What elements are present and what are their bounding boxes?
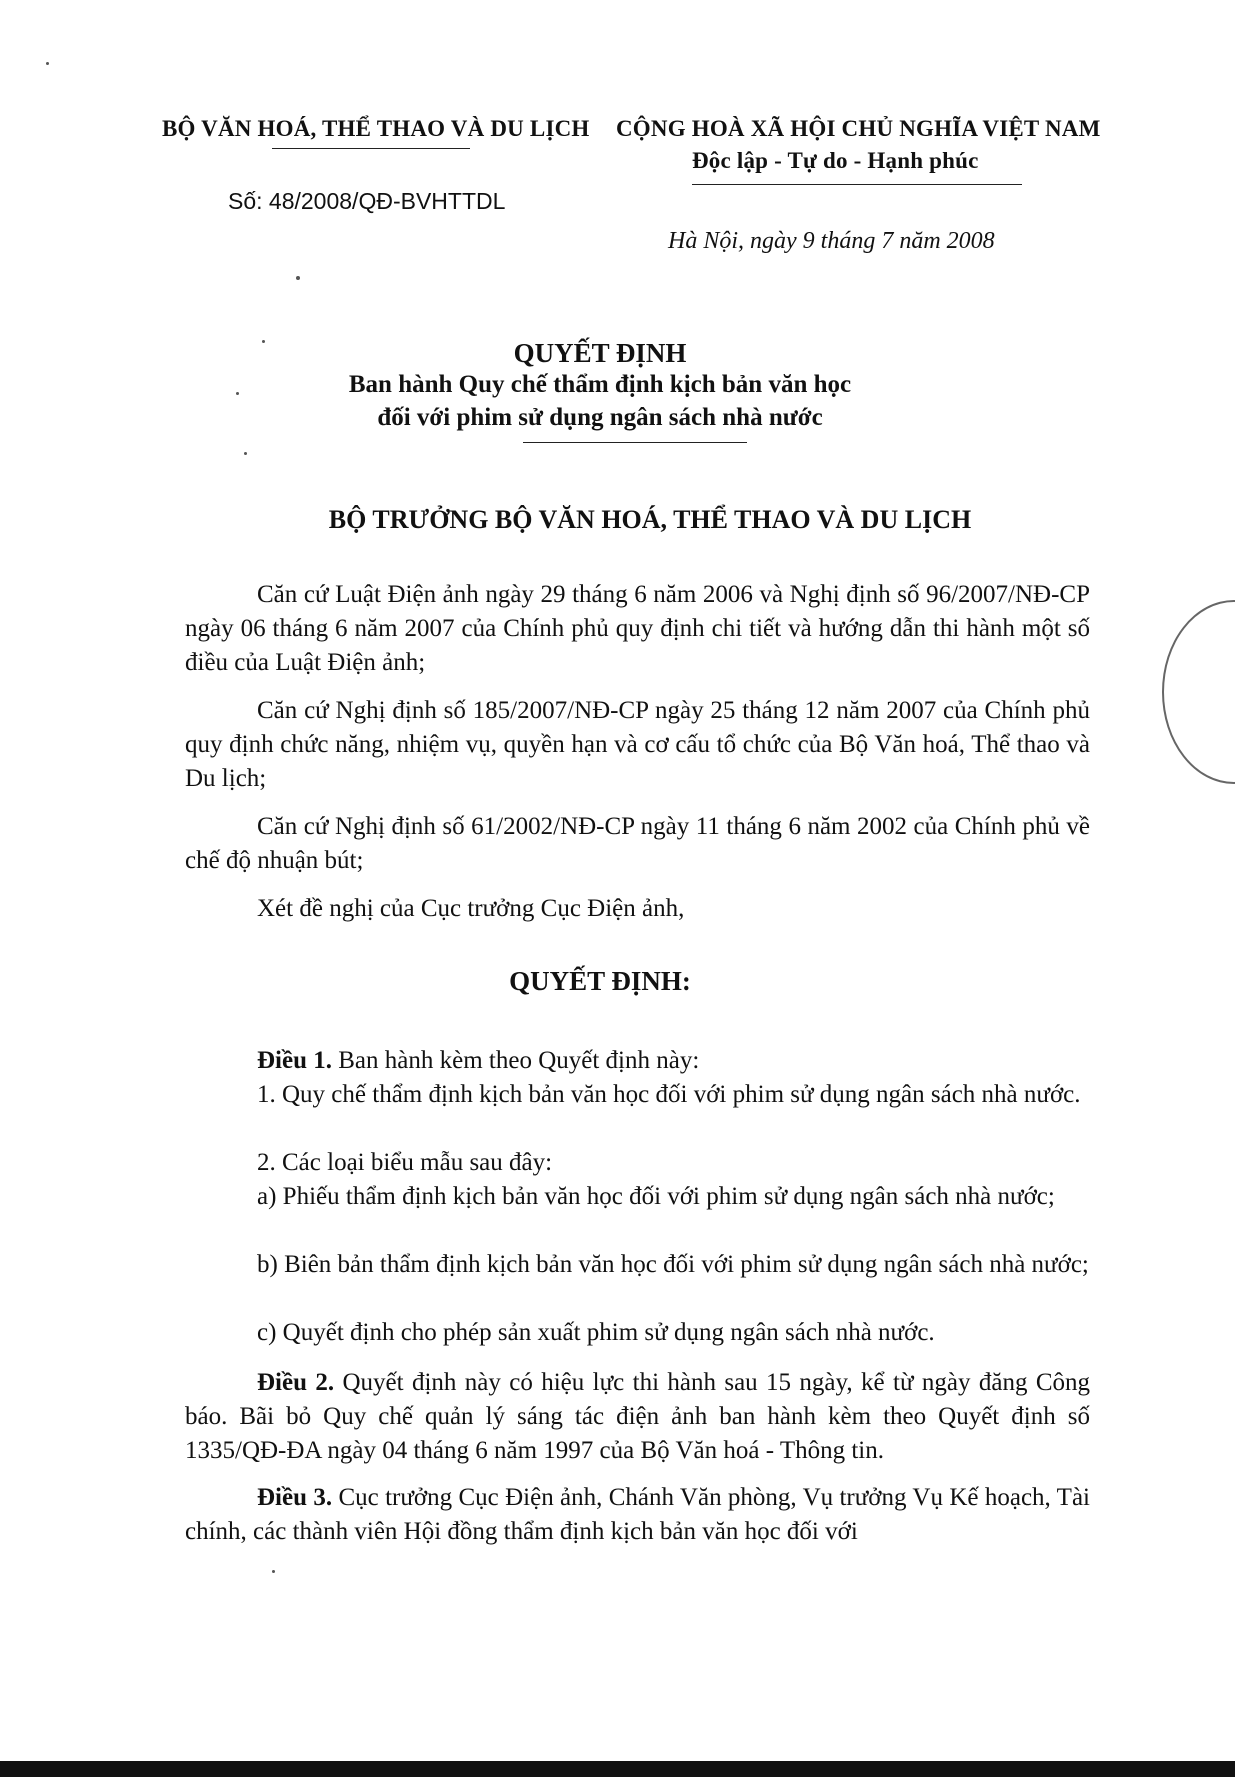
article-3-text: Cục trưởng Cục Điện ảnh, Chánh Văn phòng, Vụ trưởng Vụ Kế hoạch, Tài chính, các thành viên Hội đồng thẩm định kịch bản văn học đối với	[185, 1484, 1090, 1545]
scan-speck	[272, 1570, 275, 1573]
article-1-item-2: 2. Các loại biểu mẫu sau đây:	[257, 1149, 553, 1176]
article-3	[185, 1481, 1090, 1549]
article-1-text: Ban hành kèm theo Quyết định này:	[332, 1047, 700, 1074]
preamble-paragraph-3: Căn cứ Nghị định số 61/2002/NĐ-CP ngày 11 tháng 6 năm 2002 của Chính phủ về chế độ nhuận bút;	[185, 813, 1090, 874]
place-and-date: Hà Nội, ngày 9 tháng 7 năm 2008	[668, 228, 995, 254]
article-2	[185, 1366, 1090, 1468]
scan-speck	[236, 392, 239, 395]
preamble-paragraph-1: Căn cứ Luật Điện ảnh ngày 29 tháng 6 năm 2006 và Nghị định số 96/2007/NĐ-CP ngày 06 tháng 6 năm 2007 của Chính phủ quy định chi tiết và hướng dẫn thi hành một số điều của Luật Điện ảnh;	[185, 581, 1090, 676]
scan-speck	[296, 276, 300, 280]
article-1	[185, 1044, 1090, 1078]
scan-speck	[262, 340, 265, 343]
scan-speck	[244, 452, 247, 455]
republic-name: CỘNG HOÀ XÃ HỘI CHỦ NGHĨA VIỆT NAM	[616, 116, 1101, 141]
ministry-name: BỘ VĂN HOÁ, THỂ THAO VÀ DU LỊCH	[162, 116, 590, 141]
document-subtitle-line-1: Ban hành Quy chế thẩm định kịch bản văn học	[348, 371, 852, 398]
ministry-underline	[272, 148, 470, 149]
decision-heading: QUYẾT ĐỊNH:	[509, 966, 691, 996]
article-1-item-a: a) Phiếu thẩm định kịch bản văn học đối với phim sử dụng ngân sách nhà nước;	[257, 1183, 1055, 1210]
article-1-item-1: 1. Quy chế thẩm định kịch bản văn học đối với phim sử dụng ngân sách nhà nước.	[257, 1081, 1081, 1108]
scan-bottom-edge	[0, 1761, 1235, 1777]
seal-stamp-fragment	[1162, 600, 1235, 784]
title-underline	[523, 442, 747, 443]
document-number: Số: 48/2008/QĐ-BVHTTDL	[228, 188, 506, 214]
document-title: QUYẾT ĐỊNH	[513, 338, 687, 368]
article-3-label: Điều 3.	[257, 1484, 333, 1511]
article-1-label: Điều 1.	[257, 1047, 332, 1074]
scan-speck	[46, 62, 49, 65]
article-2-label: Điều 2.	[257, 1369, 335, 1396]
article-1-item-c: c) Quyết định cho phép sản xuất phim sử dụng ngân sách nhà nước.	[257, 1319, 935, 1346]
article-1-item-b: b) Biên bản thẩm định kịch bản văn học đối với phim sử dụng ngân sách nhà nước;	[257, 1251, 1089, 1278]
issuing-authority: BỘ TRƯỞNG BỘ VĂN HOÁ, THỂ THAO VÀ DU LỊCH	[328, 505, 972, 534]
national-motto: Độc lập - Tự do - Hạnh phúc	[692, 148, 979, 173]
motto-underline	[692, 184, 1022, 185]
preamble-paragraph-2: Căn cứ Nghị định số 185/2007/NĐ-CP ngày 25 tháng 12 năm 2007 của Chính phủ quy định chức năng, nhiệm vụ, quyền hạn và cơ cấu tổ chức của Bộ Văn hoá, Thể thao và Du lịch;	[185, 697, 1090, 792]
document-subtitle-line-2: đối với phim sử dụng ngân sách nhà nước	[377, 404, 823, 431]
article-2-text: Quyết định này có hiệu lực thi hành sau 15 ngày, kể từ ngày đăng Công báo. Bãi bỏ Quy chế quản lý sáng tác điện ảnh ban hành kèm theo Quyết định số 1335/QĐ-ĐA ngày 04 tháng 6 năm 1997 của Bộ Văn hoá - Thông tin.	[185, 1369, 1090, 1464]
preamble-paragraph-4: Xét đề nghị của Cục trưởng Cục Điện ảnh,	[257, 895, 685, 922]
